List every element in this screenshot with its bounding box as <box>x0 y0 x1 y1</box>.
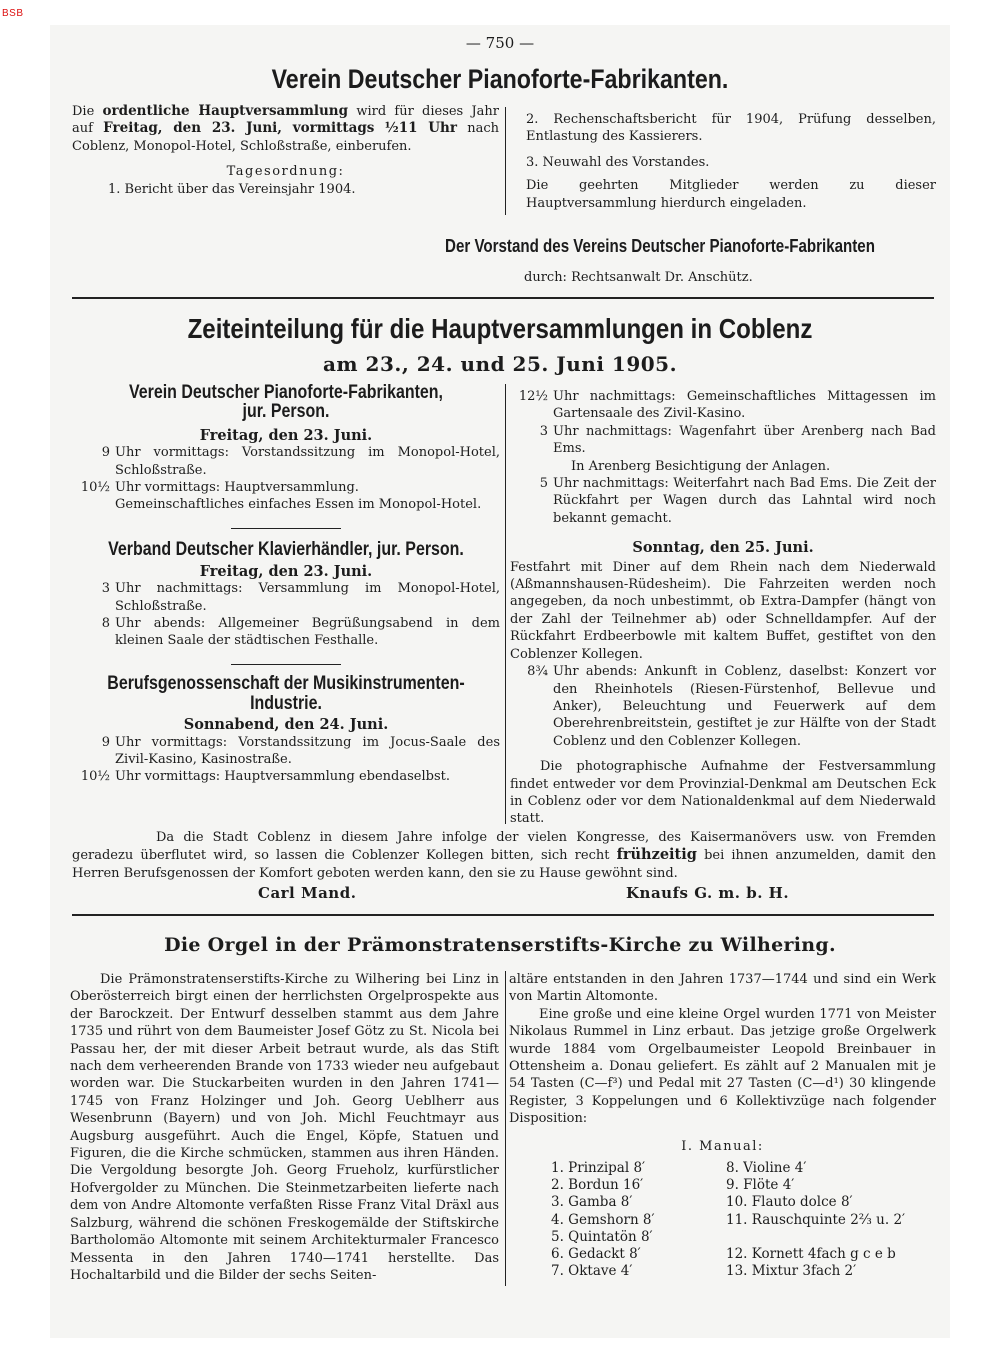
closing-paragraph <box>72 829 936 882</box>
schedule-item: 5 Uhr nachmittags: Weiterfahrt nach Bad Ems. Die Zeit der Rückfahrt per Wagen durch das Lahntal wird noch bekannt gemacht. <box>539 476 936 526</box>
schedule-item: 3 Uhr nachmittags: Wagenfahrt über Arenberg nach Bad Ems. <box>539 423 936 457</box>
sec2-left-column <box>72 384 500 786</box>
stop-item: 2. Bordun 16′ <box>551 1177 644 1194</box>
altars-text: altäre entstanden in den Jahren 1737—1744 und sind ein Werk von Martin Altomonte. <box>509 972 936 1005</box>
schedule-dates: am 23., 24. und 25. Juni 1905. <box>322 352 678 376</box>
org2-name: Verband Deutscher Klavierhändler, jur. Person. <box>108 539 464 561</box>
org1-item: 10½ Uhr vormittags: Hauptversammlung. <box>80 480 359 496</box>
stop-item: 1. Prinzipal 8′ <box>551 1160 646 1176</box>
page-number: — 750 — <box>465 34 535 52</box>
org3-name-2: Industrie. <box>250 692 322 714</box>
stops-right-list <box>726 1160 936 1280</box>
manual-title: I. Manual: <box>681 1138 764 1154</box>
org3-name: Berufsgenossenschaft der Musikinstrumenten- <box>107 673 465 695</box>
invite-text: Die geehrten Mitglieder werden zu dieser Hauptversammlung hierdurch eingeladen. <box>526 178 936 211</box>
sec3-right-column <box>509 971 936 1155</box>
stop-item-empty <box>726 1229 936 1246</box>
org2-day: Freitag, den 23. Juni. <box>199 562 373 580</box>
agenda-item-1: 1. Bericht über das Vereinsjahr 1904. <box>108 181 356 197</box>
org3-item: 10½ Uhr vormittags: Hauptversammlung ebendaselbst. <box>80 769 450 785</box>
stop-item: 6. Gedackt 8′ <box>551 1246 641 1263</box>
agenda-label: Tagesordnung: <box>226 164 345 180</box>
sec1-intro: Die ordentliche Hauptversammlung wird für dieses Jahr auf Freitag, den 23. Juni, vormittags ½11 Uhr nach Coblenz, Monopol-Hotel, Schloßstraße, einberufen. <box>72 103 500 154</box>
photo-text: Die photographische Aufnahme der Festversammlung findet entweder vor dem Provinzial-Denkmal am Deutschen Eck in Coblenz oder vor dem Nationaldenkmal auf dem Niederwald statt. <box>510 759 936 827</box>
org1-day: Freitag, den 23. Juni. <box>199 426 373 444</box>
stop-item: 7. Oktave 4′ <box>551 1263 633 1280</box>
agenda-item-3: 3. Neuwahl des Vorstandes. <box>526 154 710 170</box>
evening-item: 8¾ Uhr abends: Ankunft in Coblenz, daselbst: Konzert vor den Rheinhotels (Riesen-Fürstenhof, Bellevue und Anker), Beleuchtung und Feuerwerk auf dem Oberehrenbreitstein, gestiftet je zur Hälfte von der Stadt Coblenz und den Coblenzer Kollegen. <box>527 664 936 749</box>
org3-day: Sonnabend, den 24. Juni. <box>183 716 389 734</box>
closing-line-3: Herren Berufsgenossen der Komfort geboten werden kann, den sie zu Hause gewöhnt sind. <box>72 865 678 881</box>
stop-item: 8. Violine 4′ <box>726 1160 807 1176</box>
org1-name: Verein Deutscher Pianoforte-Fabrikanten, <box>129 382 443 403</box>
agenda-item-2: 2. Rechenschaftsbericht für 1904, Prüfung desselben, Entlastung des Kassierers. <box>526 112 936 145</box>
stop-item: 10. Flauto dolce 8′ <box>726 1194 853 1211</box>
organ-build-text: Eine große und eine kleine Orgel wurden 1771 von Meister Nikolaus Rummel in Linz erbaut. Das jetzige große Orgelwerk wurde 1884 vom Orgelbaumeister Leopold Breinbauer in Ottensheim a. Donau geliefert. Es zählt auf 2 Manualen mit je 54 Tasten (C—f³) und Pedal mit 27 Tasten (C—d¹) 30 klingende Register, 3 Koppelungen und 6 Kollektivzüge nach folgender Disposition: <box>509 1006 936 1127</box>
board-signature-by: durch: Rechtsanwalt Dr. Anschütz. <box>524 270 753 285</box>
org2-item: 8 Uhr abends: Allgemeiner Begrüßungsabend in dem kleinen Saale der städtischen Festhalle. <box>101 615 500 649</box>
festfahrt-text: Festfahrt mit Diner auf dem Rhein nach dem Niederwald (Aßmannshausen-Rüdesheim). Die Fahrzeiten werden noch angegeben, da noch unbestimmt, ob Extra-Dampfer (hängt von der Zahl der Teilnehmer ab) oder Schnelldampfer. Auf der Rückfahrt Erdbeerbowle mit kaltem Buffet, gestiftet von den Coblenzer Kollegen. <box>510 559 936 662</box>
org3-item: 9 Uhr vormittags: Vorstandssitzung im Jocus-Saale des Zivil-Kasino, Kasinostraße. <box>101 734 500 767</box>
divider-short <box>231 664 341 666</box>
sunday-heading: Sonntag, den 25. Juni. <box>632 539 814 557</box>
section-title-pianoforte: Verein Deutscher Pianoforte-Fabrikanten. <box>271 64 729 94</box>
section-rule <box>72 914 934 916</box>
board-signature: Der Vorstand des Vereins Deutscher Pianoforte-Fabrikanten <box>445 236 875 256</box>
org2-item: 3 Uhr nachmittags: Versammlung im Monopol-Hotel, Schloßstraße. <box>101 581 500 614</box>
stop-item: 13. Mixtur 3fach 2′ <box>726 1263 857 1280</box>
closing-line-2: geradezu überflutet wird, so lassen die Coblenzer Kollegen bitten, sich recht frühzeitig bei ihnen anzumelden, damit den <box>72 846 936 864</box>
signature-knaufs: Knaufs G. m. b. H. <box>626 884 790 902</box>
signature-carl-mand: Carl Mand. <box>258 884 357 902</box>
stop-item: 5. Quintatön 8′ <box>551 1228 653 1245</box>
section-title-organ: Die Orgel in der Prämonstratenserstifts-Kirche zu Wilhering. <box>164 934 836 956</box>
stop-item: 11. Rauschquinte 2⅔ u. 2′ <box>726 1211 906 1228</box>
section-rule <box>72 297 934 299</box>
stop-item: 4. Gemshorn 8′ <box>551 1211 655 1228</box>
stop-item: 3. Gamba 8′ <box>551 1194 633 1211</box>
sec1-right-column <box>526 111 936 212</box>
section-title-schedule: Zeiteinteilung für die Hauptversammlungen in Coblenz <box>187 313 813 344</box>
divider-short <box>231 528 341 530</box>
closing-line-1: Da die Stadt Coblenz in diesem Jahre infolge der vielen Kongresse, des Kaisermanövers usw. von Fremden <box>156 830 936 845</box>
sec2-right-column <box>510 388 936 828</box>
org1-name-2: jur. Person. <box>242 401 330 423</box>
schedule-item: 12½ Uhr nachmittags: Gemeinschaftliches Mittagessen im Gartensaale des Zivil-Kasino. <box>518 389 936 422</box>
sec3-left-column <box>70 971 499 1284</box>
stop-item: 12. Kornett 4fach g c e b <box>726 1246 896 1262</box>
org1-item: 9 Uhr vormittags: Vorstandssitzung im Monopol-Hotel, Schloßstraße. <box>101 445 500 478</box>
stops-left-list <box>551 1160 721 1280</box>
column-divider <box>505 384 506 824</box>
organ-history-text: Die Prämonstratenserstifts-Kirche zu Wilhering bei Linz in Oberösterreich birgt einen der herrlichsten Orgelprospekte aus der Barockzeit. Der Entwurf desselben stammt aus dem Jahre 1735 und rührt von dem Baumeister Josef Götz zu St. Nicola bei Passau her, der mit dieser Arbeit betraut wurde, als das Stift nach dem verheerenden Brande von 1733 wieder neu aufgebaut worden war. Die Stuckarbeiten wurden in den Jahren 1741—1745 von Franz Holzinger und Joh. Georg Ueblherr aus Wesenbrunn (Bayern) und von Joh. Michl Feuchtmayr aus Augsburg ausgeführt. Auch die Engel, Köpfe, Statuen und Figuren, die die Kirche schmücken, stammen aus ihren Händen. Die Vergoldung besorgte Joh. Georg Frueholz, kurfürstlicher Hofvergolder zu München. Die Steinmetzarbeiten lieferte nach dem von Andre Altomonte verfaßten Risse Franz Vital Dräxl aus Salzburg, während die schönen Freskogemälde der Stiftskirche Bartholomäo Altomonte mit seinem Architekturmaler Francesco Messenta in den Jahren 1740—1741 herstellte. Das Hochaltarbild und die Bilder der sechs Seiten- <box>70 972 499 1283</box>
bsb-watermark: BSB <box>2 8 24 19</box>
column-divider <box>505 107 506 215</box>
sec1-left-column <box>72 103 499 198</box>
org1-item: Gemeinschaftliches einfaches Essen im Monopol-Hotel. <box>115 497 482 513</box>
stop-item: 9. Flöte 4′ <box>726 1177 795 1194</box>
schedule-item: In Arenberg Besichtigung der Anlagen. <box>571 458 831 474</box>
column-divider <box>505 971 506 1286</box>
